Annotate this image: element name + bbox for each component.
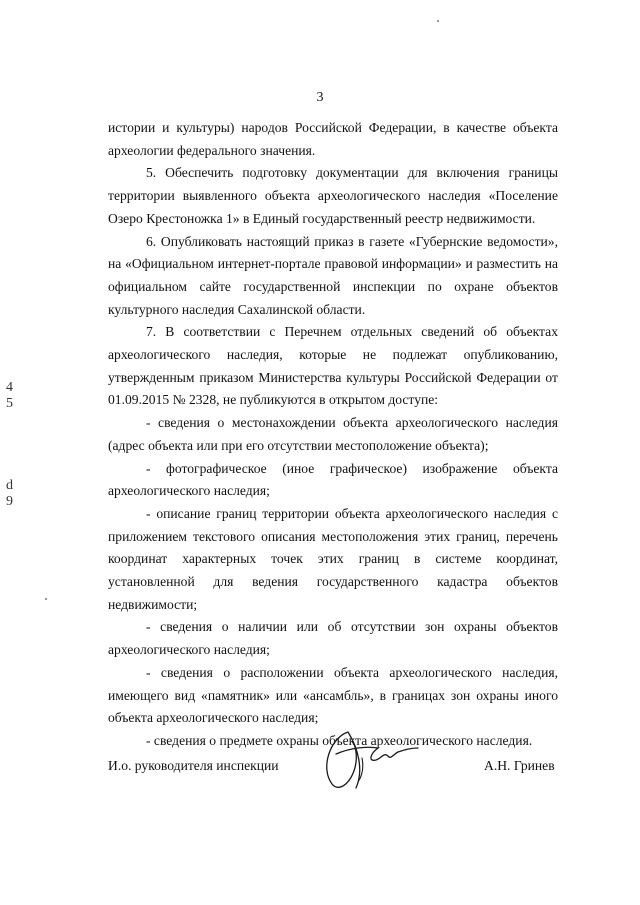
list-item-photo: - фотографическое (иное графическое) изображение объекта археологического наследия;: [108, 460, 558, 499]
scan-speck: [45, 598, 47, 600]
document-body: [108, 117, 558, 753]
margin-mark-top-text: 4 5: [6, 380, 13, 411]
paragraph-item-5: 5. Обеспечить подготовку документации для включения границы территории выявленного объекта археологического наследия «Поселение Озеро Крестоножка 1» в Единый государственный реестр недвижимости.: [108, 165, 558, 226]
handwritten-signature: [318, 718, 428, 798]
list-item-boundaries: - описание границ территории объекта археологического наследия с приложением текстового описания местоположения этих границ, перечень координат характерных точек этих границ в системе координат, установленной для ведения государственного кадастра объектов недвижимости;: [108, 505, 558, 612]
margin-mark-bottom-text: d 9: [6, 478, 13, 509]
signatory-role: И.о. руководителя инспекции: [108, 758, 279, 773]
list-item-protection-subject: - сведения о предмете охраны объекта археологического наследия.: [146, 732, 533, 748]
scan-speck: [437, 20, 439, 22]
margin-mark-bottom: [6, 478, 16, 510]
paragraph-item-6: 6. Опубликовать настоящий приказ в газете «Губернские ведомости», на «Официальном интернет-портале правовой информации» и разместить на официальном сайте государственной инспекции по охране объектов культурного наследия Сахалинской области.: [108, 233, 558, 317]
list-item-protection-zones: - сведения о наличии или об отсутствии зон охраны объектов археологического наследия;: [108, 619, 558, 658]
paragraph-item-7: 7. В соответствии с Перечнем отдельных сведений об объектах археологического наследия, которые не подлежат опубликованию, утвержденным приказом Министерства культуры Российской Федерации от 01.09.2015 № 2328, не публикуются в открытом доступе:: [108, 324, 558, 408]
list-item-monument-location: - сведения о расположении объекта археологического наследия, имеющего вид «памятник» или «ансамбль», в границах зон охраны иного объекта археологического наследия;: [108, 664, 558, 726]
page-number: 3: [316, 90, 324, 105]
list-item-location: - сведения о местонахождении объекта археологического наследия (адрес объекта или при его отсутствии местоположение объекта);: [108, 415, 558, 453]
signatory-name: А.Н. Гринев: [484, 758, 555, 773]
paragraph-continuation: истории и культуры) народов Российской Федерации, в качестве объекта археологии федерального значения.: [108, 120, 558, 158]
margin-mark-top: [6, 380, 16, 412]
